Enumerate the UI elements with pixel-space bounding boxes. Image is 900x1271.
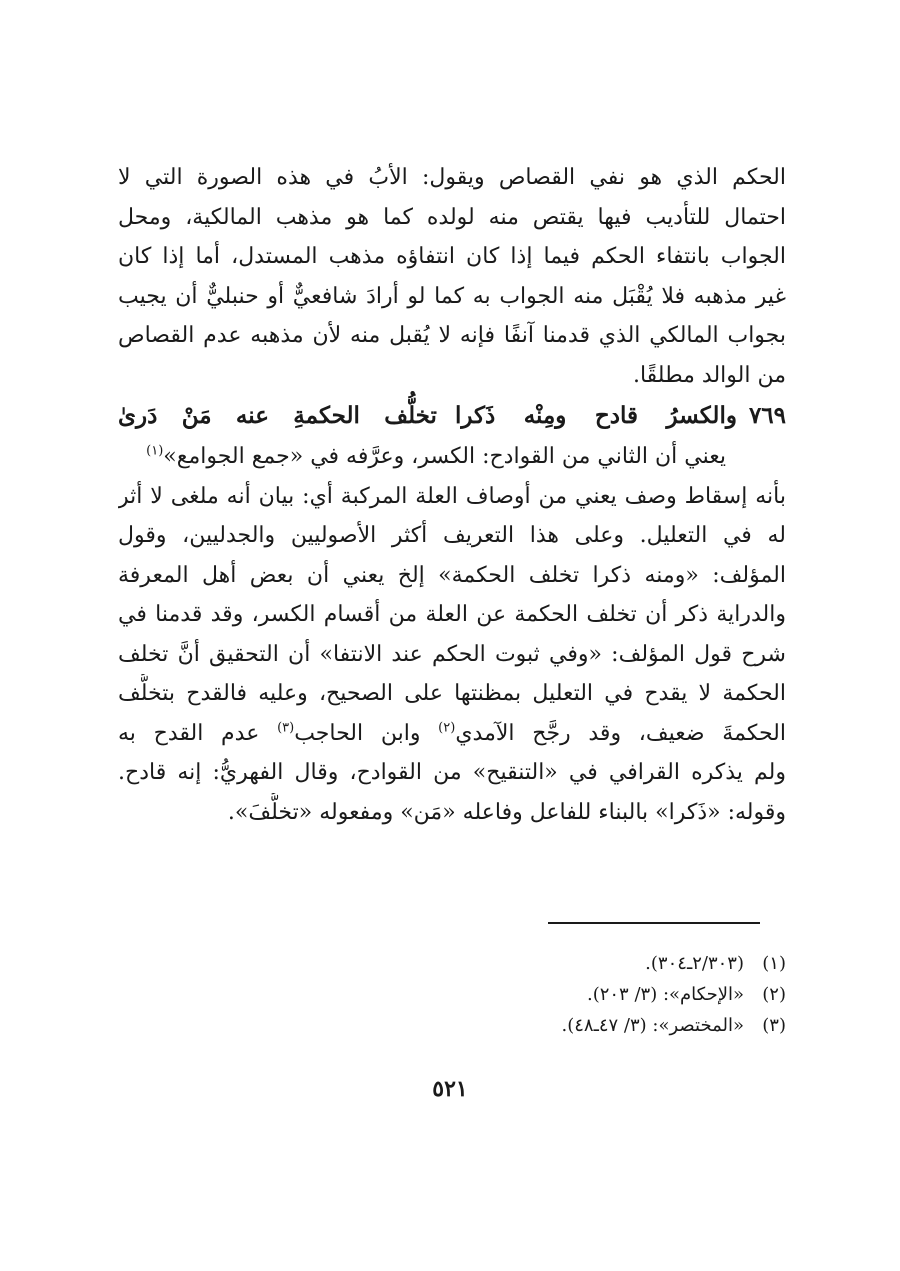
footnote-item	[118, 948, 786, 979]
commentary-line: شرح قول المؤلف: «وفي ثبوت الحكم عند الانتفا» أن التحقيق أنَّ تخلف	[118, 641, 786, 667]
commentary-line	[118, 437, 786, 477]
footnote-item	[118, 1010, 786, 1041]
commentary-text: الحكمةَ ضعيف، وقد رجَّح الآمدي	[455, 720, 786, 746]
footnote-text: (٢/٣٠٣ـ٣٠٤).	[645, 953, 744, 974]
commentary-line: الحكمة لا يقدح في التعليل بمظنتها على الصحيح، وعليه فالقدح بتخلُّف	[118, 681, 786, 706]
footnote-text: «المختصر»: (٣/ ٤٧ـ٤٨).	[561, 1015, 744, 1036]
body-paragraph-1	[118, 158, 786, 832]
footnote-number: (٣)	[762, 1015, 786, 1036]
verse-line	[118, 395, 786, 437]
footnote-separator	[548, 922, 760, 924]
verse-second-hemistich: تخلُّف الحكمةِ عنه مَنْ دَرىٰ	[118, 402, 437, 429]
commentary-text: عدم القدح به	[118, 720, 278, 746]
footnote-reference: (٣)	[277, 720, 295, 736]
verse-first-hemistich: والكسرُ قادح ومِنْه ذَكرا	[454, 402, 737, 429]
footnote-text: «الإحكام»: (٣/ ٢٠٣).	[586, 984, 744, 1005]
body-line: احتمال للتأديب فيها يقتص منه لولده كما هو مذهب المالكية، ومحل	[118, 204, 786, 230]
footnote-number: (٢)	[762, 984, 786, 1005]
body-line: بجواب المالكي الذي قدمنا آنفًا فإنه لا يُقبل منه لأن مذهبه عدم القصاص	[118, 323, 786, 348]
footnote-number: (١)	[762, 953, 786, 974]
footnotes	[118, 948, 786, 1041]
commentary-text: يعني أن الثاني من القوادح: الكسر، وعرَّفه في «جمع الجوامع»	[163, 444, 726, 469]
body-line: غير مذهبه فلا يُقْبَل منه الجواب به كما لو أرادَ شافعيٌّ أو حنبليٌّ أن يجيب	[118, 283, 786, 309]
commentary-line: المؤلف: «ومنه ذكرا تخلف الحكمة» إلخ يعني أن بعض أهل المعرفة	[118, 562, 786, 588]
body-line: الحكم الذي هو نفي القصاص ويقول: الأبُ في هذه الصورة التي لا	[118, 165, 786, 190]
commentary-line	[118, 714, 786, 754]
footnote-item	[118, 979, 786, 1010]
commentary-text: وابن الحاجب	[294, 720, 439, 746]
body-line: الجواب بانتفاء الحكم فيما إذا كان انتفاؤه مذهب المستدل، أما إذا كان	[118, 244, 786, 269]
commentary-line: بأنه إسقاط وصف يعني من أوصاف العلة المركبة أي: بيان أنه ملغى لا أثر	[118, 483, 786, 509]
commentary-line: ولم يذكره القرافي في «التنقيح» من القوادح، وقال الفهريُّ: إنه قادح.	[118, 760, 786, 785]
verse-number: ٧٦٩	[748, 402, 786, 429]
footnote-reference: (١)	[146, 443, 164, 459]
commentary-line: والدراية ذكر أن تخلف الحكمة عن العلة من أقسام الكسر، وقد قدمنا في	[118, 602, 786, 627]
commentary-line: له في التعليل. وعلى هذا التعريف أكثر الأصوليين والجدليين، وقول	[118, 523, 786, 548]
commentary-line: وقوله: «ذَكرا» بالبناء للفاعل وفاعله «مَن» ومفعوله «تخلُّفَ».	[227, 799, 786, 825]
body-line: من الوالد مطلقًا.	[632, 362, 786, 388]
footnote-reference: (٢)	[438, 720, 456, 736]
page-number: ٥٢١	[432, 1076, 468, 1102]
